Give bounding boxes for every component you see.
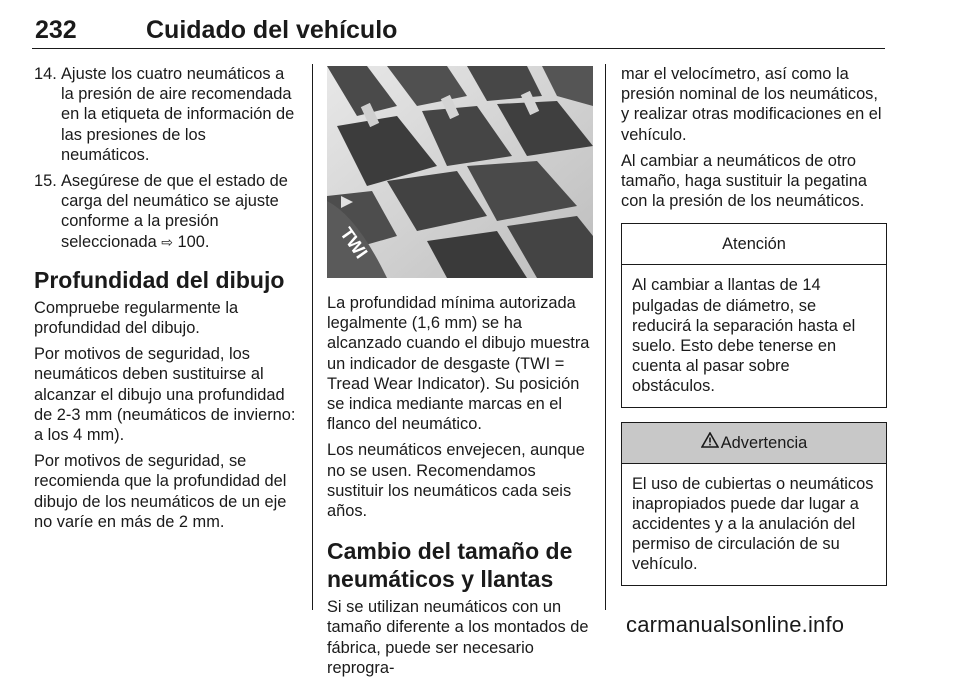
column-divider-left — [312, 64, 313, 610]
chapter-title: Cuidado del vehículo — [146, 16, 398, 44]
step-text: Ajuste los cuatro neumáticos a la presión de aire recomendada en la etiqueta de información de las presiones de los neumáticos. — [61, 65, 295, 164]
watermark: carmanualsonline.info — [626, 612, 845, 637]
twi-label: TWI — [336, 223, 372, 263]
section-heading-tread-depth: Profundidad del dibujo — [34, 266, 285, 293]
step-item — [34, 64, 298, 165]
paragraph: Por motivos de seguridad, se recomienda que la profundidad del dibujo de los neumáticos de un eje no varíe en más de 2 mm. — [34, 452, 287, 531]
column-left — [34, 64, 298, 538]
page-number: 232 — [35, 16, 77, 44]
warning-box — [621, 422, 887, 586]
paragraph: Si se utilizan neumáticos con un tamaño diferente a los montados de fábrica, puede ser necesario reprogra- — [327, 598, 589, 677]
column-right — [621, 64, 887, 586]
step-number: 15. — [34, 172, 57, 191]
paragraph: mar el velocímetro, así como la presión nominal de los neumáticos, y realizar otras modificaciones en el vehículo. — [621, 65, 882, 144]
paragraph: Los neumáticos envejecen, aunque no se usen. Recomendamos sustituir los neumáticos cada seis años. — [327, 441, 585, 521]
warning-text: El uso de cubiertas o neumáticos inapropiados puede dar lugar a accidentes y a la anulación del permiso de circulación de su vehículo. — [632, 474, 874, 574]
step-text: Asegúrese de que el estado de carga del neumático se ajuste conforme a la presión seleccionada — [61, 172, 288, 251]
paragraph: La profundidad mínima autorizada legalmente (1,6 mm) se ha alcanzado cuando el dibujo muestra un indicador de desgaste (TWI = Tread Wear Indicator). Su posición se indica mediante marcas en el flanco del neumático. — [327, 294, 590, 434]
warning-header — [622, 423, 886, 464]
page-reference-link[interactable]: 100. — [177, 232, 210, 251]
caution-text: Al cambiar a llantas de 14 pulgadas de diámetro, se reducirá la separación hasta el suelo. Esto debe tenerse en cuenta al pasar sobre obstáculos. — [632, 276, 856, 396]
tire-tread-illustration — [327, 66, 593, 278]
page-header — [32, 8, 885, 49]
paragraph: Al cambiar a neumáticos de otro tamaño, haga sustituir la pegatina con la presión de los neumáticos. — [621, 151, 868, 211]
section-heading-size-change: Cambio del tamaño de neumáticos y llantas — [327, 538, 573, 593]
column-middle — [327, 293, 593, 684]
caution-box — [621, 223, 887, 407]
step-number: 14. — [34, 65, 57, 83]
step-item — [34, 171, 298, 252]
page-reference-icon: ⇨ — [161, 233, 173, 250]
step-list — [34, 64, 298, 252]
warning-title: Advertencia — [720, 433, 808, 452]
paragraph: Compruebe regularmente la profundidad del dibujo. — [34, 298, 239, 338]
tire-tread-photo — [327, 66, 593, 278]
caution-title: Atención — [622, 224, 886, 265]
warning-triangle-icon — [701, 423, 719, 463]
column-divider-right — [605, 64, 606, 610]
paragraph: Por motivos de seguridad, los neumáticos deben sustituirse al alcanzar el dibujo una profundidad de 2-3 mm (neumáticos de invierno: a los 4 mm). — [34, 345, 296, 445]
